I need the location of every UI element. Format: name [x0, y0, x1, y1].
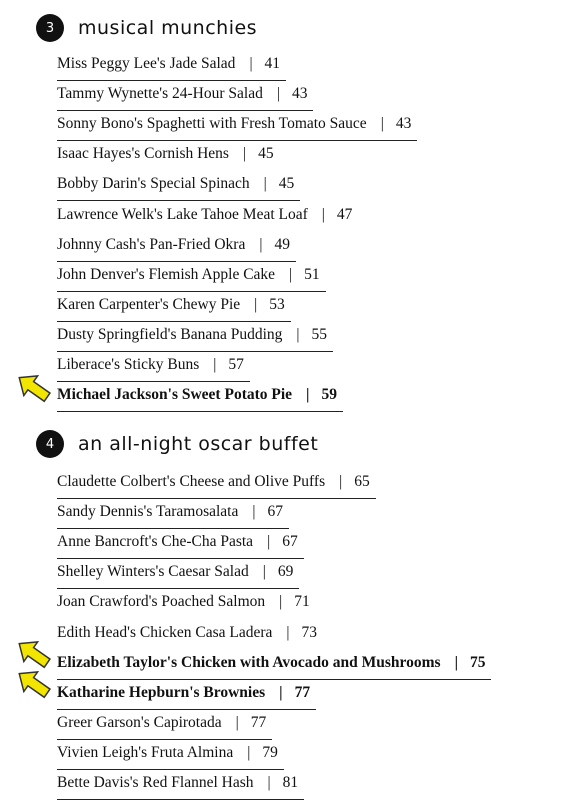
page-number: 67: [282, 533, 298, 551]
separator: |: [296, 325, 300, 343]
toc-entry: [57, 383, 343, 412]
separator: |: [235, 713, 239, 731]
separator: |: [267, 533, 271, 551]
separator: |: [242, 145, 247, 163]
section-heading: [36, 14, 257, 42]
recipe-name: Sandy Dennis's Taramosalata: [57, 503, 239, 521]
toc-entry: [57, 560, 299, 589]
toc-entry: [57, 112, 417, 141]
separator: |: [276, 85, 280, 103]
recipe-name: Claudette Colbert's Cheese and Olive Puffs: [57, 473, 326, 490]
separator: |: [262, 563, 266, 581]
separator: |: [247, 743, 251, 761]
page-number: 43: [395, 115, 412, 133]
recipe-name: Karen Carpenter's Chewy Pie: [57, 295, 241, 313]
toc-entry: [57, 263, 326, 292]
page-number: 77: [250, 713, 267, 731]
recipe-name: Katharine Hepburn's Brownies: [57, 683, 266, 701]
separator: |: [259, 235, 263, 253]
separator: |: [289, 265, 293, 283]
page-number: 55: [311, 325, 327, 343]
highlight-arrow-icon: [14, 670, 54, 700]
page-number: 79: [262, 743, 278, 761]
page-number: 53: [269, 295, 285, 313]
recipe-name: Bette Davis's Red Flannel Hash: [57, 774, 254, 791]
toc-entry: [57, 82, 313, 111]
separator: |: [252, 503, 256, 521]
separator: |: [249, 55, 253, 72]
toc-entry: [57, 621, 323, 649]
toc-entry: [57, 500, 289, 529]
recipe-name: Vivien Leigh's Fruta Almina: [57, 743, 234, 761]
page-number: 59: [321, 386, 337, 404]
recipe-name: Anne Bancroft's Che-Cha Pasta: [57, 533, 254, 551]
toc-entry: [57, 771, 304, 800]
toc-entry: [57, 590, 316, 618]
page-number: 49: [274, 235, 290, 253]
separator: |: [306, 386, 310, 404]
recipe-name: Isaac Hayes's Cornish Hens: [57, 145, 229, 163]
page-number: 47: [336, 205, 353, 223]
page-number: 77: [294, 683, 311, 701]
separator: |: [454, 653, 458, 671]
page-number: 69: [277, 563, 294, 581]
recipe-name: Bobby Darin's Special Spinach: [57, 175, 250, 193]
page-number: 41: [264, 55, 281, 72]
toc-entry: [57, 651, 491, 680]
recipe-name: Greer Garson's Capirotada: [57, 713, 222, 731]
separator: |: [339, 473, 343, 490]
recipe-name: Tammy Wynette's 24-Hour Salad: [57, 85, 263, 103]
recipe-name: Edith Head's Chicken Casa Ladera: [57, 623, 273, 641]
highlight-arrow-icon: [14, 640, 54, 670]
section-heading: [36, 430, 318, 458]
toc-entry: [57, 142, 280, 170]
section-number-badge: 3: [36, 14, 64, 42]
page-number: 71: [294, 593, 310, 611]
recipe-name: Sonny Bono's Spaghetti with Fresh Tomato Sauce: [57, 115, 367, 133]
section-title: an all-night oscar buffet: [78, 433, 319, 455]
toc-entry: [57, 233, 296, 262]
toc-entry: [57, 530, 304, 559]
page-number: 73: [301, 623, 318, 641]
page-number: 65: [354, 473, 370, 490]
toc-entry: [57, 323, 333, 352]
recipe-name: Johnny Cash's Pan-Fried Okra: [57, 235, 246, 253]
page-number: 51: [304, 265, 320, 283]
recipe-name: Elizabeth Taylor's Chicken with Avocado and Mushrooms: [57, 653, 441, 671]
separator: |: [321, 205, 325, 223]
separator: |: [279, 593, 283, 611]
toc-entry: [57, 172, 300, 201]
page-number: 67: [267, 503, 283, 521]
separator: |: [254, 295, 258, 313]
separator: |: [286, 623, 290, 641]
section-number-badge: 4: [36, 430, 64, 458]
toc-entry: [57, 293, 291, 322]
toc-entry: [57, 741, 284, 770]
recipe-name: Dusty Springfield's Banana Pudding: [57, 325, 283, 343]
highlight-arrow-icon: [14, 374, 54, 404]
separator: |: [263, 175, 267, 193]
recipe-name: Miss Peggy Lee's Jade Salad: [57, 55, 236, 72]
recipe-name: Lawrence Welk's Lake Tahoe Meat Loaf: [57, 205, 308, 223]
separator: |: [267, 774, 271, 791]
toc-entry: [57, 353, 250, 382]
page-number: 45: [258, 145, 274, 163]
recipe-name: Joan Crawford's Poached Salmon: [57, 593, 266, 611]
toc-entry: [57, 203, 358, 231]
recipe-name: Liberace's Sticky Buns: [57, 356, 200, 373]
recipe-name: John Denver's Flemish Apple Cake: [57, 265, 276, 283]
separator: |: [279, 683, 283, 701]
toc-entry: [57, 470, 376, 499]
recipe-name: Michael Jackson's Sweet Potato Pie: [57, 386, 293, 404]
page-number: 57: [228, 356, 244, 373]
separator: |: [380, 115, 384, 133]
page-number: 45: [278, 175, 295, 193]
page-number: 81: [282, 774, 299, 791]
toc-entry: [57, 681, 316, 710]
page-number: 43: [291, 85, 308, 103]
section-title: musical munchies: [78, 17, 258, 39]
page-number: 75: [469, 653, 486, 671]
recipe-name: Shelley Winters's Caesar Salad: [57, 563, 249, 581]
toc-entry: [57, 52, 286, 81]
separator: |: [213, 356, 217, 373]
toc-entry: [57, 711, 272, 740]
